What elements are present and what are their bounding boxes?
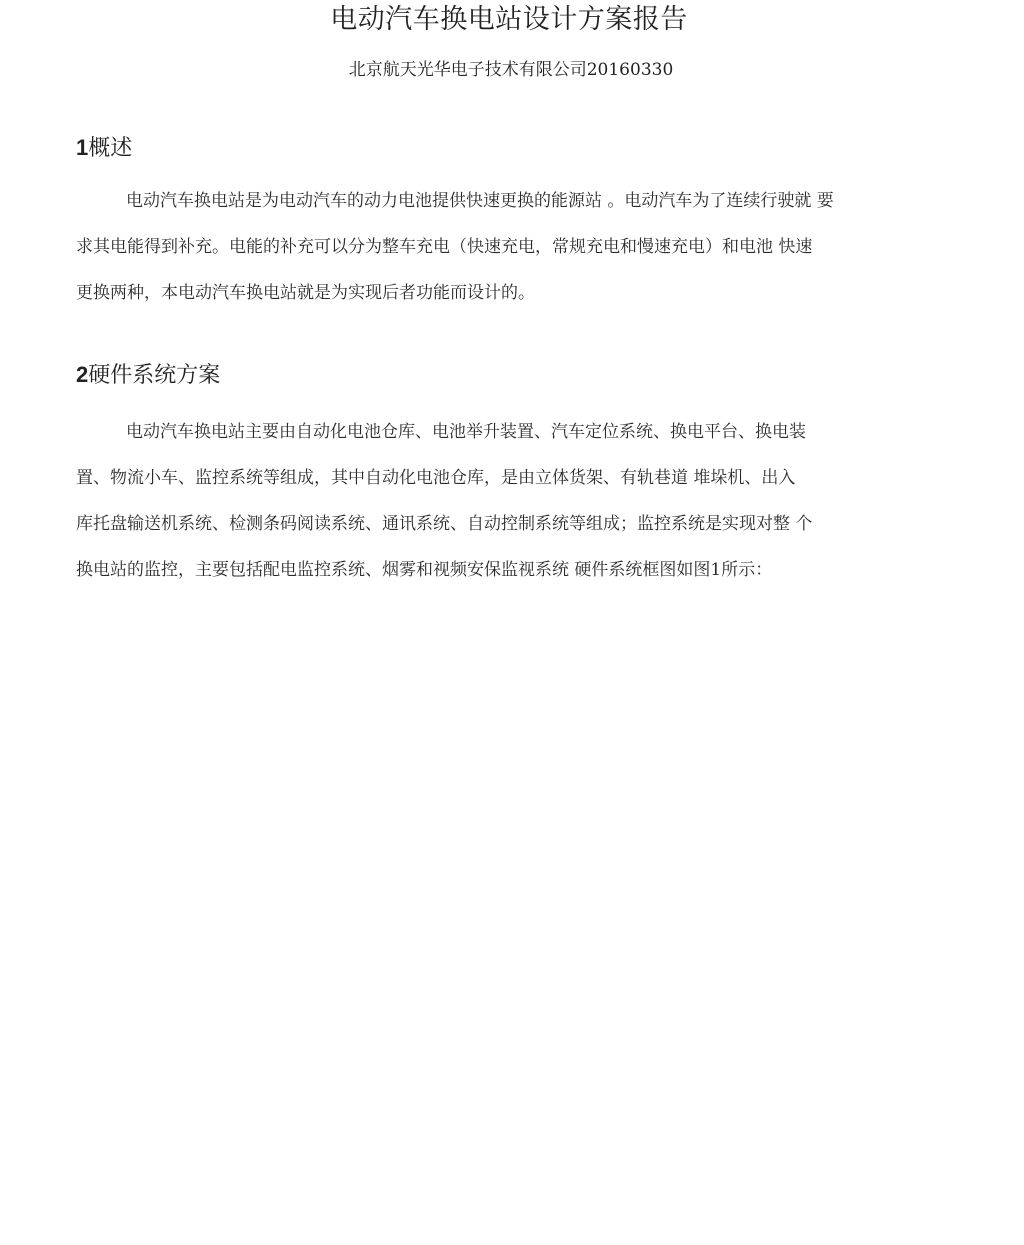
document-subtitle: 北京航天光华电子技术有限公司20160330 xyxy=(348,60,674,80)
section-number: 2 xyxy=(76,362,89,387)
paragraph-line: 更换两种，本电动汽车换电站就是为实现后者功能而设计的。 xyxy=(76,283,535,303)
paragraph-line: 置、物流小车、监控系统等组成，其中自动化电池仓库，是由立体货架、有轨巷道 堆垛机、出入 xyxy=(76,468,796,488)
section-title: 硬件系统方案 xyxy=(88,363,221,388)
document-title: 电动汽车换电站设计方案报告 xyxy=(330,4,688,35)
paragraph-line: 库托盘输送机系统、检测条码阅读系统、通讯系统、自动控制系统等组成；监控系统是实现对整 个 xyxy=(76,514,813,534)
overview-paragraph xyxy=(76,178,942,316)
section-title: 概述 xyxy=(88,136,133,161)
paragraph-line: 电动汽车换电站是为电动汽车的动力电池提供快速更换的能源站 。电动汽车为了连续行驶就 要 xyxy=(126,191,834,211)
paragraph-line: 电动汽车换电站主要由自动化电池仓库、电池举升装置、汽车定位系统、换电平台、换电装 xyxy=(126,422,806,442)
hardware-paragraph xyxy=(76,409,942,593)
paragraph-line: 换电站的监控，主要包括配电监控系统、烟雾和视频安保监视系统 硬件系统框图如图1所示： xyxy=(76,560,773,580)
paragraph-line: 求其电能得到补充。电能的补充可以分为整车充电（快速充电，常规充电和慢速充电）和电池 快速 xyxy=(76,237,813,257)
section-heading-hardware xyxy=(76,360,220,391)
section-number: 1 xyxy=(76,135,89,160)
section-heading-overview xyxy=(76,133,132,164)
